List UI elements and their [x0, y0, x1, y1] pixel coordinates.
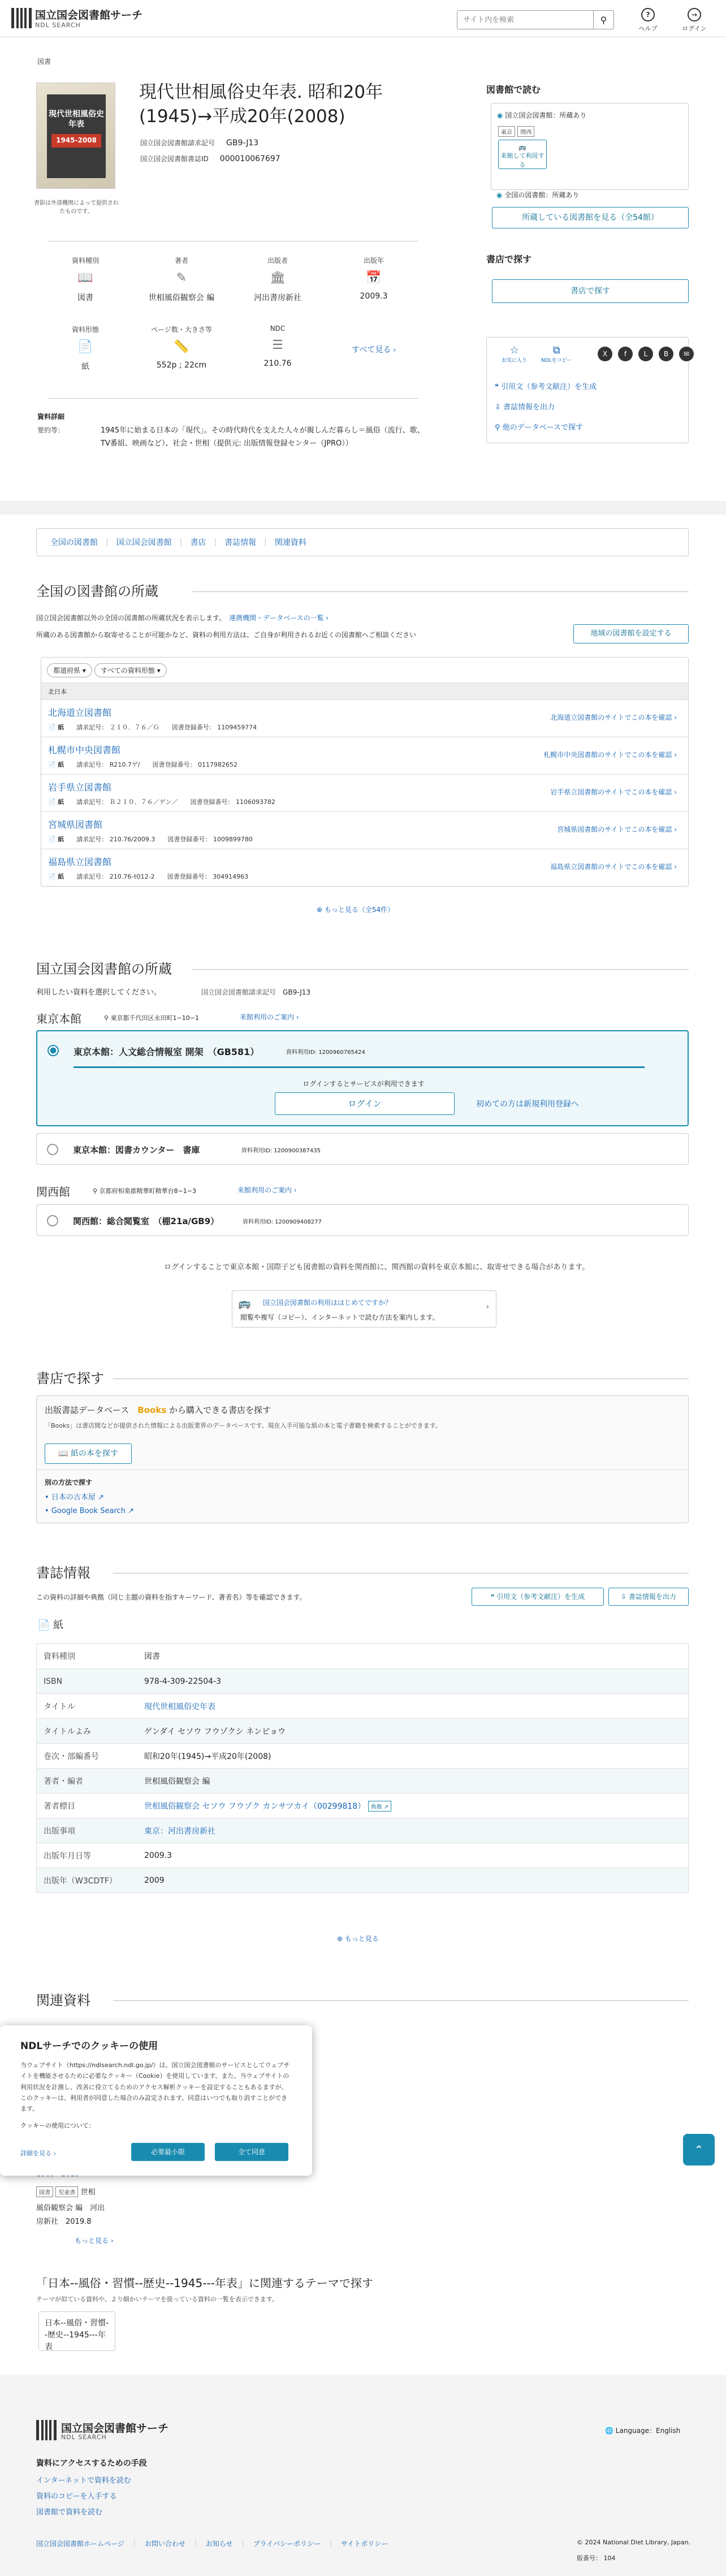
cookie-usage: クッキーの使用について：: [20, 2122, 95, 2130]
find-paper-book-button[interactable]: 📖 紙の本を探す: [45, 1443, 132, 1464]
national-desc2: 所蔵のある図書館から取寄せることが可能かなど、資料の利用方法は、ご自身が利用されるお近くの図書館へご相談ください: [36, 631, 417, 639]
ndl-logo-icon[interactable]: [11, 8, 32, 28]
login-icon: →: [688, 8, 701, 21]
related-desc: 風俗観察会 編 河出: [36, 2204, 105, 2212]
form-filter[interactable]: すべての資料形態 ▾: [94, 663, 167, 677]
heading-rule: [113, 1573, 689, 1574]
facet-row-1: [43, 256, 416, 303]
facet-row-2: [43, 325, 416, 372]
other-ways-label: 別の方法で探す: [45, 1479, 93, 1486]
option-label: 東京本館：人文総合情報室 開架 （GB581）: [74, 1047, 260, 1057]
books-db-desc: 「Books」は書店間などが提供された情報による出版業界のデータベースです。現在入手可能な紙の本と電子書籍を検索することができます。: [45, 1422, 442, 1429]
table-row: 著者標目 世相風俗観察会 セソウ フウゾク カンサツカイ（00299818） 典拠 ↗: [37, 1793, 688, 1818]
ndl-login-button[interactable]: ログイン: [275, 1092, 455, 1115]
table-row: 著者・編者 世相風俗観察会 編: [37, 1768, 688, 1793]
favorite-button[interactable]: ☆ お気に入り: [502, 344, 528, 364]
call-number: GB9-J13: [226, 139, 259, 148]
facet-publisher[interactable]: 出版者 🏛 河出書房新社: [235, 256, 320, 303]
record-title: 現代世相風俗史年表. 昭和20年(1945)→平成20年(2008): [139, 82, 383, 127]
radio[interactable]: [47, 1215, 58, 1226]
cover-note: 書影は外部機関によって提供されたものです。: [34, 200, 119, 215]
section-separator: [0, 501, 726, 515]
facet-author[interactable]: 著者 ✎ 世相風俗観察会 編: [139, 256, 224, 303]
books-db-title: 出版書誌データベース Books から購入できる書店を探す: [45, 1405, 271, 1415]
biblio-more-link[interactable]: ⊕ もっと見る: [337, 1935, 379, 1943]
authority-button[interactable]: 典拠 ↗: [368, 1801, 392, 1812]
facebook-share-icon[interactable]: f: [618, 347, 633, 361]
help-button[interactable]: [632, 8, 664, 33]
table-row: 札幌市中央図書館 📄 紙 請求記号： R210.7ゲ/ 図書登録番号： 0117982652 札幌市中央図書館のサイトでこの本を確認 ›: [41, 737, 688, 774]
paper-icon: 📄: [77, 340, 93, 354]
export-button[interactable]: ⇩ 書誌情報を出力: [608, 1588, 689, 1606]
national-desc1: 国立国会図書館以外の全国の図書館の所蔵状況を表示します。 連携機関・データベースの一覧 ›: [36, 614, 329, 622]
option-tokyo-counter[interactable]: [36, 1133, 689, 1165]
related-more-link[interactable]: もっと見る ›: [75, 2237, 114, 2245]
cookie-title: NDLサーチでのクッキーの使用: [20, 2041, 158, 2052]
biblio-table: [36, 1643, 689, 1893]
book-cover-image: [36, 83, 115, 189]
help-label: ヘルプ: [638, 25, 658, 32]
location-tags: 東京 関西: [498, 126, 534, 137]
nav-biblio[interactable]: 書誌情報: [224, 538, 257, 547]
table-row: 北海道立図書館 📄 紙 請求記号： ２１０．７６／Ｇ 図書登録番号： 1109459774 北海道立図書館のサイトでこの本を確認 ›: [41, 699, 688, 737]
cover-title: 現代世相風俗史年表: [49, 110, 104, 129]
related-desc2: 房新社 2019.8: [36, 2218, 92, 2226]
footer-ndl-home[interactable]: 国立国会図書館ホームページ: [36, 2540, 124, 2548]
holding-box: [491, 103, 689, 190]
copy-icon: ⧉: [552, 344, 560, 356]
region-button[interactable]: 地域の図書館を設定する: [573, 624, 689, 643]
visit-button[interactable]: 🚌 来館して利用する: [498, 140, 547, 169]
divider: [37, 1469, 688, 1470]
facet-year: 出版年 📅 2009.3: [331, 256, 416, 303]
nav-ndl[interactable]: 国立国会図書館: [116, 538, 172, 547]
option-divider: [74, 1066, 645, 1068]
first-time-title: 国立国会図書館の利用ははじめてですか？: [263, 1299, 392, 1307]
holdings-table: [41, 657, 689, 887]
option-id: 資料利用ID: 1200960765424: [286, 1049, 365, 1056]
line-share-icon[interactable]: L: [638, 347, 653, 361]
mail-share-icon[interactable]: ✉: [679, 347, 694, 361]
option-id: 資料利用ID: 1200909408277: [243, 1219, 322, 1225]
table-row: 出版事項 東京：河出書房新社: [37, 1818, 688, 1843]
x-share-icon[interactable]: X: [598, 347, 612, 361]
related-heading: 関連資料: [36, 1992, 90, 2008]
facet-ndc: NDC ☰ 210.76: [235, 325, 320, 372]
register-link[interactable]: 初めての方は新規利用登録へ: [476, 1100, 579, 1109]
facet-form: 資料形態 📄 紙: [43, 325, 128, 372]
tokyo-heading: 東京本館: [36, 1012, 81, 1026]
biblio-heading: 書誌情報: [36, 1565, 90, 1581]
summary-label: 要約等：: [37, 426, 65, 434]
partner-list-link[interactable]: 連携機関・データベースの一覧: [229, 614, 324, 622]
store-button[interactable]: 書店で探す: [492, 279, 689, 303]
section-nav: 全国の図書館 | 国立国会図書館 | 書店 | 書誌情報 | 関連資料: [36, 528, 689, 556]
first-time-card[interactable]: [232, 1290, 496, 1328]
see-all-link[interactable]: すべて見る ›: [351, 345, 396, 355]
book-icon: 📖: [77, 271, 93, 285]
nav-related[interactable]: 関連資料: [274, 538, 306, 547]
ruler-icon: 📏: [174, 340, 189, 354]
cite-button[interactable]: ❝ 引用文（参考文献注）を生成: [472, 1588, 604, 1606]
footer-contact[interactable]: お問い合わせ: [144, 2540, 185, 2548]
footer-privacy[interactable]: プライバシーポリシー: [253, 2540, 321, 2548]
action-box: [486, 337, 689, 443]
library-visit-icon: 🚌: [518, 144, 526, 151]
table-row: 岩手県立図書館 📄 紙 請求記号： Ｒ２１０．７６／ゲン／ 図書登録番号： 1106093782 岩手県立図書館のサイトでこの本を確認 ›: [41, 774, 688, 811]
footer-logo-title: 国立国会図書館サーチ: [61, 2422, 169, 2435]
site-header: [0, 0, 726, 37]
option-tokyo-open[interactable]: [36, 1030, 689, 1126]
login-button[interactable]: [679, 8, 710, 33]
national-more-link[interactable]: ⊕ もっと見る（全54件）: [317, 906, 395, 914]
heading-rule: [113, 2000, 689, 2001]
nav-national[interactable]: 全国の図書館: [50, 538, 98, 547]
national-holding: ◉ 全国の図書館：所蔵あり: [496, 191, 580, 199]
prefecture-filter[interactable]: 都道府県 ▾: [47, 663, 92, 677]
table-row: 出版年（W3CDTF） 2009: [37, 1868, 688, 1892]
cookie-necessary-button[interactable]: 必要最小限: [131, 2143, 205, 2161]
call-number-label: 国立国会図書館請求記号: [140, 139, 215, 147]
table-row: タイトル 現代世相風俗史年表: [37, 1693, 688, 1718]
facet-pages: ページ数・大きさ等 📏 552p ; 22cm: [139, 325, 224, 372]
tokyo-visit-guide[interactable]: 来館利用のご案内 ›: [240, 1013, 299, 1021]
bib-id: 000010067697: [219, 154, 280, 163]
footer-site-policy[interactable]: サイトポリシー: [341, 2540, 388, 2548]
cover-band: 1945-2008: [51, 134, 101, 148]
site-search: [457, 10, 614, 29]
buy-heading: 書店で探す: [486, 254, 532, 265]
search-icon[interactable]: ⚲: [593, 11, 613, 29]
national-heading: 全国の図書館の所蔵: [36, 584, 158, 599]
circle-down-icon: ⊕: [317, 906, 323, 914]
paper-icon: 📄: [37, 1619, 50, 1631]
bib-id-row: [140, 154, 280, 163]
site-footer: [0, 2375, 726, 2576]
see-libraries-button[interactable]: 所蔵している図書館を見る（全54館）: [492, 207, 689, 228]
table-row: 巻次・部編番号 昭和20年(1945)→平成20年(2008): [37, 1743, 688, 1768]
back-to-top-button[interactable]: ⌃: [683, 2134, 715, 2166]
ndl-logo-icon: [36, 2420, 57, 2440]
login-label: ログイン: [682, 25, 707, 32]
filter-bar: [41, 658, 688, 682]
divider: [47, 398, 418, 399]
heading-rule: [113, 1378, 689, 1379]
store-box: [36, 1395, 689, 1523]
tokyo-address: ⚲ 東京都千代田区永田町1−10−1: [104, 1014, 199, 1022]
help-icon: ?: [641, 8, 655, 21]
share-icons: [598, 347, 694, 361]
guide-icon: 🚌: [238, 1298, 251, 1309]
related-tags: 図書 児童書 世相: [36, 2186, 96, 2197]
login-note: ログインするとサービスが利用できます: [302, 1080, 425, 1088]
footer-link-online[interactable]: インターネットで資料を読む: [36, 2476, 131, 2485]
ndc-icon: ☰: [272, 338, 283, 352]
table-row: 資料種別 図書: [44, 1652, 160, 1661]
pin-icon: ⚲: [93, 1187, 98, 1195]
cookie-accept-all-button[interactable]: 全て同意: [215, 2143, 288, 2161]
language-icon: 🌐: [605, 2427, 613, 2435]
table-row: 宮城県図書館 📄 紙 請求記号： 210.76/2009.3 図書登録番号： 1009899780 宮城県図書館のサイトでこの本を確認 ›: [41, 811, 688, 849]
footer-logo-sub: NDL SEARCH: [61, 2434, 107, 2441]
cookie-body: 当ウェブサイト（https://ndlsearch.ndl.go.jp/）は、国立国会図書館のサービスとしてウェブサイトを機能させるために必要なクッキー（Cookie）を使用しています。また、当ウェブサイトの利用状況を計測し、改善に役立てるためのアクセス解析クッキーを設定することもあるますが、このクッキーは、利用者が同意した場合のみ設定されます。同意はいつでも取り消すことができます。: [20, 2061, 290, 2112]
transfer-note: ログインすることで東京本館・国際子ども図書館の資料を関西館に、関西館の資料を東京本館に、取寄せできる場合があります。: [164, 1263, 590, 1272]
ndl-holding: ◉ 国立国会図書館：所蔵あり: [497, 111, 587, 119]
table-row: タイトルよみ ゲンダイ セソウ フウゾクシ ネンピョウ: [37, 1718, 688, 1743]
ndl-heading: 国立国会図書館の所蔵: [36, 961, 172, 977]
table-row: 出版年月日等 2009.3: [37, 1843, 688, 1868]
language-switch[interactable]: 🌐 Language：English: [605, 2427, 681, 2435]
heading-rule: [192, 591, 689, 592]
footer-link-copy[interactable]: 資料のコピーを入手する: [36, 2492, 117, 2501]
bib-id-label: 国立国会図書館書誌ID: [140, 155, 209, 163]
form-heading: 📄 紙: [37, 1619, 64, 1631]
ndl-call-row: 国立国会図書館請求記号 GB9-J13: [201, 988, 311, 996]
site-logo-title[interactable]: 国立国会図書館サーチ: [35, 9, 143, 21]
summary-text: 1945年に始まる日本の「現代」。その時代時代を支えた人々が親しんだ暮らし＝風俗（流行、歌、TV番組、映画など）、社会・世相（提供元: 出版情報登録センター（JPRO））: [101, 426, 425, 448]
copy-button[interactable]: ⧉ NDLをコピー: [541, 344, 572, 364]
hatena-share-icon[interactable]: B: [659, 347, 673, 361]
cookie-details-link[interactable]: 詳細を見る ›: [20, 2150, 56, 2157]
chevron-right-icon: ›: [486, 1302, 489, 1311]
site-search-input[interactable]: [457, 11, 593, 29]
ndl-prompt: 利用したい資料を選択してください。: [36, 988, 162, 997]
detail-heading: 資料詳細: [37, 413, 65, 421]
breadcrumb: 図書: [37, 58, 51, 66]
heading-rule: [192, 969, 689, 970]
circle-down-icon: ⊕: [337, 1935, 343, 1943]
version: 版番号： 104: [577, 2555, 616, 2562]
site-logo-sub: NDL SEARCH: [35, 21, 81, 29]
theme-heading: 「日本--風俗・習慣--歴史--1945---年表」に関連するテーマで探す: [36, 2276, 373, 2290]
kosho-link[interactable]: • 日本の古本屋 ↗: [45, 1493, 104, 1502]
option-label: 東京本館：図書カウンター 書庫: [73, 1145, 200, 1155]
read-heading: 図書館で読む: [486, 84, 541, 95]
nav-store[interactable]: 書店: [190, 538, 206, 547]
kansai-heading: 関西館: [36, 1185, 70, 1199]
kansai-visit-guide[interactable]: 来館利用のご案内 ›: [237, 1186, 297, 1194]
cite-link[interactable]: ❝ 引用文（参考文献注）を生成: [495, 383, 597, 391]
footer-bottom-links: 国立国会図書館ホームページ | お問い合わせ | お知らせ | プライバシーポリシー | サイトポリシー: [36, 2539, 388, 2548]
option-kansai[interactable]: [36, 1204, 689, 1236]
option-label: 関西館：総合閲覧室 （棚21a/GB9）: [73, 1216, 219, 1226]
star-icon: ☆: [509, 344, 519, 356]
building-icon: 🏛: [270, 271, 286, 285]
biblio-desc: この資料の詳細や典拠（同じ主題の資料を指すキーワード、著者名）等を確認できます。: [36, 1593, 306, 1601]
export-link[interactable]: ⇩ 書誌情報を出力: [495, 403, 555, 412]
option-id: 資料利用ID: 1200900387435: [241, 1148, 321, 1154]
access-heading: 資料にアクセスするための手段: [36, 2459, 147, 2468]
region-label: 北日本: [41, 682, 688, 699]
first-time-sub: 閲覧や複写（コピー）、インターネットで読む方法を案内します。: [240, 1313, 439, 1321]
table-row: 福島県立図書館 📄 紙 請求記号： 210.76-ｾ012-2 図書登録番号： 304914963 福島県立図書館のサイトでこの本を確認 ›: [41, 849, 688, 886]
copyright: © 2024 National Diet Library, Japan.: [577, 2539, 691, 2546]
cookie-dialog: [0, 2025, 312, 2176]
theme-card[interactable]: 日本--風俗・習慣--歴史--1945---年表: [38, 2311, 115, 2351]
theme-desc: テーマが似ている資料や、より細かいテーマを扱っている資料の一覧を表示できます。: [36, 2296, 278, 2303]
radio-selected[interactable]: [47, 1045, 59, 1056]
calendar-icon: 📅: [366, 271, 382, 285]
pen-icon: ✎: [176, 271, 187, 285]
footer-link-library[interactable]: 図書館で資料を読む: [36, 2508, 103, 2517]
store-heading: 書店で探す: [36, 1371, 104, 1386]
call-number-row: [140, 138, 258, 148]
pin-icon: ⚲: [104, 1014, 109, 1022]
facet-type: 資料種別 📖 図書: [43, 256, 128, 303]
table-row: ISBN 978-4-309-22504-3: [37, 1669, 688, 1693]
google-books-link[interactable]: • Google Book Search ↗: [45, 1507, 134, 1515]
footer-news[interactable]: お知らせ: [205, 2540, 233, 2548]
other-db-link[interactable]: ⚲ 他のデータベースで探す: [495, 423, 584, 432]
radio[interactable]: [47, 1144, 58, 1155]
kansai-address: ⚲ 京都府相楽郡精華町精華台8−1−3: [93, 1187, 196, 1195]
